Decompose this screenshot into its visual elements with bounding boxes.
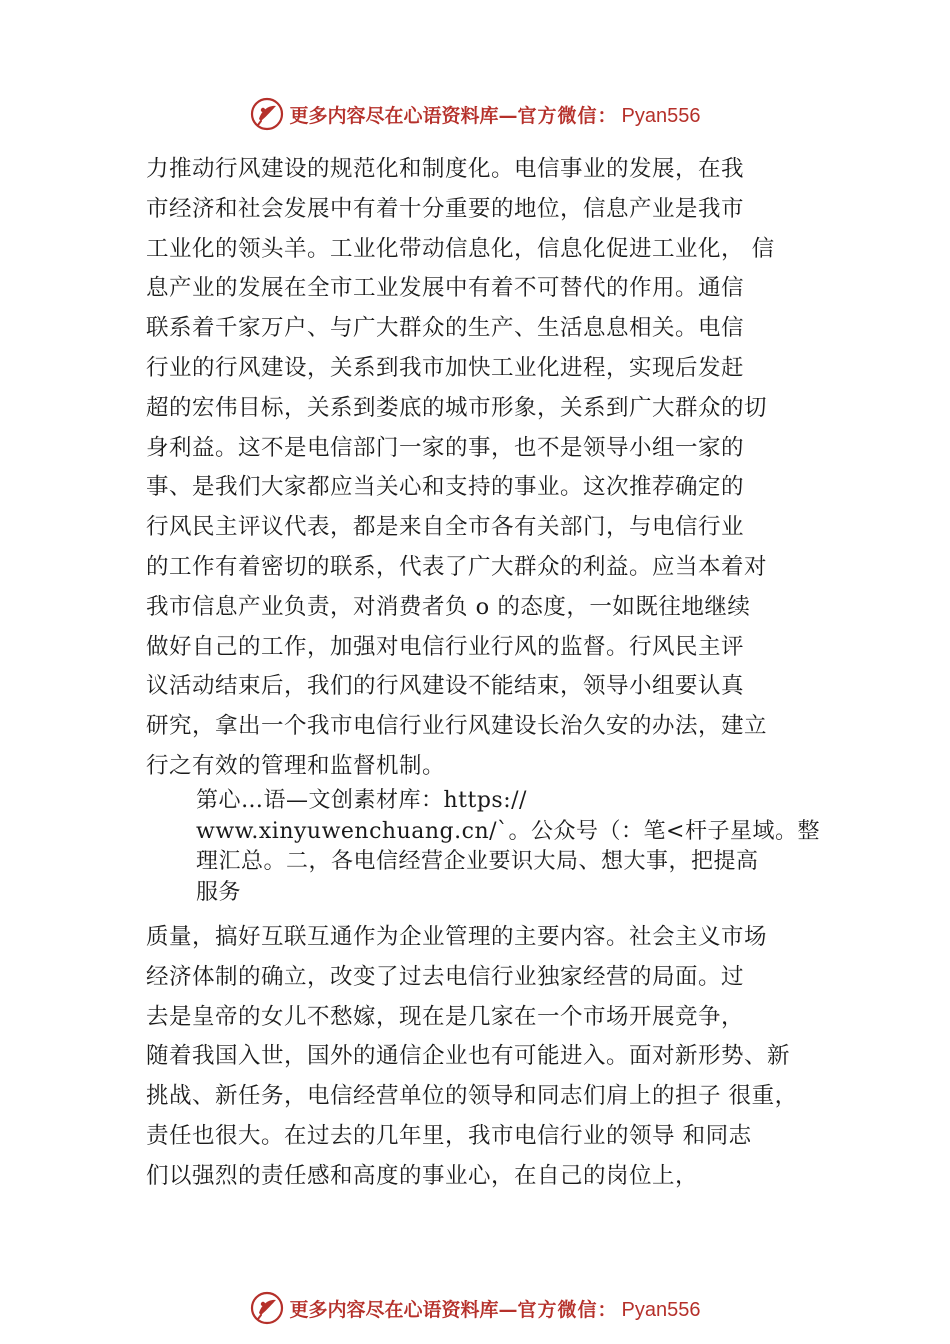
text-line: 超的宏伟目标，关系到娄底的城市形象，关系到广大群众的切 [146,394,768,421]
paragraph-1 [146,150,846,787]
note-line: 第心…语—文创素材库：https:// [196,788,527,813]
brand-logo-icon [250,97,284,131]
text-line: 工业化的领头羊。工业化带动信息化，信息化促进工业化， 信 [146,235,775,262]
text-line: 息产业的发展在全市工业发展中有着不可替代的作用。通信 [146,275,745,302]
text-line: 研究，拿出一个我市电信行业行风建设长治久安的办法，建立 [146,713,768,740]
text-line: 市经济和社会发展中有着十分重要的地位，信息产业是我市 [146,195,745,222]
text-line: 们以强烈的责任感和高度的事业心，在自己的岗位上， [146,1162,699,1189]
banner-text [290,101,701,128]
text-line: 事、是我们大家都应当关心和支持的事业。这次推荐确定的 [146,474,745,501]
brand-logo-icon [250,1291,284,1325]
banner-wechat-id: Pyan556 [621,1298,701,1321]
banner-wechat-id: Pyan556 [621,104,701,127]
header-banner [0,94,950,134]
footer-banner [0,1288,950,1328]
text-line: 责任也很大。在过去的几年里，我市电信行业的领导 和同志 [146,1122,752,1149]
banner-main-text: 更多内容尽在心语资料库 [289,1298,499,1321]
text-line: 做好自己的工作，加强对电信行业行风的监督。行风民主评 [146,633,745,660]
text-line: 挑战、新任务，电信经营单位的领导和同志们肩上的担子 很重， [146,1083,798,1110]
banner-label: 官方微信： [517,104,618,127]
text-line: 联系着千家万户、与广大群众的生产、生活息息相关。电信 [146,315,745,342]
paragraph-2 [146,918,846,1197]
note-line: 理汇总。二，各电信经营企业要识大局、想大事，把提高 [196,849,759,874]
text-line: 力推动行风建设的规范化和制度化。电信事业的发展，在我 [146,156,745,182]
banner-text [290,1295,701,1322]
text-line: 行之有效的管理和监督机制。 [146,752,446,779]
note-line: 服务 [196,879,242,905]
source-note [196,786,846,908]
banner-label: 官方微信： [517,1298,618,1321]
banner-main-text: 更多内容尽在心语资料库 [289,104,499,127]
text-line: 身利益。这不是电信部门一家的事，也不是领导小组一家的 [146,434,745,461]
text-line: 随着我国入世，国外的通信企业也有可能进入。面对新形势、新 [146,1043,791,1070]
text-line: 经济体制的确立，改变了过去电信行业独家经营的局面。过 [146,963,745,990]
text-line: 我市信息产业负责，对消费者负 o 的态度，一如既往地继续 [146,593,751,620]
note-line: www.xinyuwenchuang.cn/`。公众号（：笔<杆子星域。整 [196,818,820,844]
text-line: 行风民主评议代表，都是来自全市各有关部门，与电信行业 [146,514,745,541]
text-line: 的工作有着密切的联系，代表了广大群众的利益。应当本着对 [146,553,768,580]
text-line: 质量，搞好互联互通作为企业管理的主要内容。社会主义市场 [146,924,768,950]
banner-separator: — [498,1298,518,1321]
text-line: 行业的行风建设，关系到我市加快工业化进程，实现后发赶 [146,354,745,381]
banner-separator: — [498,104,518,127]
text-line: 去是皇帝的女儿不愁嫁，现在是几家在一个市场开展竞争， [146,1003,745,1030]
text-line: 议活动结束后，我们的行风建设不能结束，领导小组要认真 [146,673,745,700]
